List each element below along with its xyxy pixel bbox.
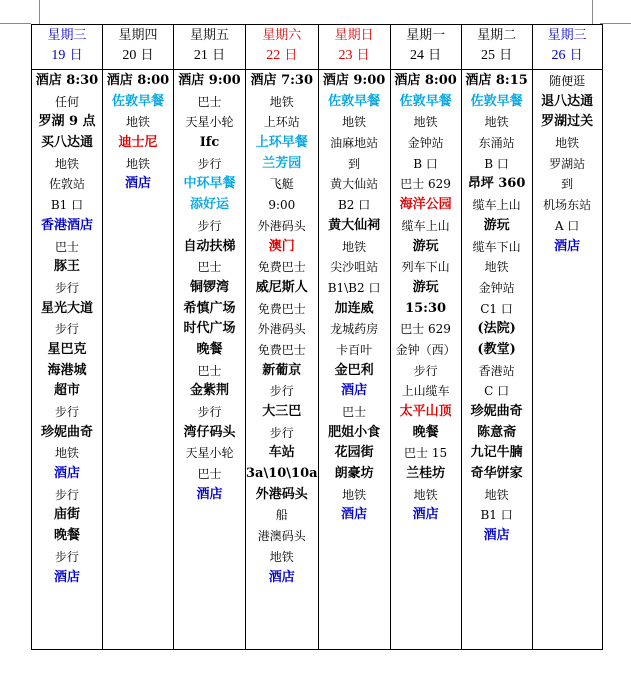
crop-mark-right-vertical bbox=[592, 0, 593, 24]
schedule-entry: 酒店 bbox=[196, 486, 223, 502]
schedule-entry: 酒店 bbox=[483, 528, 510, 544]
schedule-entry: 巴士 bbox=[197, 363, 222, 378]
date-number: 23 bbox=[338, 48, 353, 63]
schedule-entry: 免费巴士 bbox=[257, 342, 306, 357]
schedule-entry: 九记牛腩 bbox=[470, 445, 523, 461]
schedule-entry: 3a\10\10a bbox=[246, 466, 318, 482]
schedule-entry: 地铁 bbox=[484, 260, 509, 275]
schedule-entry: 晚餐 bbox=[196, 341, 223, 357]
schedule-entry: 步行 bbox=[197, 156, 222, 171]
date-label bbox=[103, 48, 173, 64]
schedule-entry: 中环早餐 bbox=[183, 176, 236, 192]
schedule-entry: 地铁 bbox=[54, 446, 79, 461]
weekday-label: 星期二 bbox=[477, 28, 517, 43]
schedule-entry: 酒店 8:15 bbox=[465, 73, 528, 88]
schedule-entry: 步行 bbox=[197, 218, 222, 233]
schedule-entry: 庙街 bbox=[53, 507, 80, 523]
schedule-entry: 地铁 bbox=[342, 487, 367, 502]
weekday-label: 星期六 bbox=[262, 28, 302, 43]
day-header-6 bbox=[390, 25, 461, 70]
schedule-entry: 时代广场 bbox=[183, 321, 236, 337]
schedule-entry: 步行 bbox=[269, 425, 294, 440]
schedule-entry: B1 口 bbox=[50, 198, 84, 213]
schedule-entry: 任何 bbox=[54, 94, 79, 109]
weekday-label: 星期四 bbox=[118, 28, 158, 43]
schedule-entry: 地铁 bbox=[342, 239, 367, 254]
schedule-entry: 酒店 bbox=[412, 507, 439, 523]
schedule-entry: Ifc bbox=[199, 135, 220, 151]
date-number: 20 bbox=[122, 48, 137, 63]
day-header-7 bbox=[461, 25, 532, 70]
schedule-entry: 金紫荆 bbox=[189, 383, 229, 399]
schedule-entry: 自动扶梯 bbox=[183, 238, 236, 254]
schedule-entry: 兰芳园 bbox=[262, 155, 302, 171]
schedule-entry: 威尼斯人 bbox=[255, 279, 308, 295]
schedule-entry: 晚餐 bbox=[412, 424, 439, 440]
date-label bbox=[533, 48, 602, 64]
schedule-entry: 卡百叶 bbox=[336, 342, 373, 357]
schedule-entry: 酒店 8:00 bbox=[394, 73, 457, 88]
schedule-entry: 外港码头 bbox=[257, 322, 306, 337]
schedule-entry: 游玩 bbox=[412, 279, 439, 295]
weekday-label: 星期三 bbox=[47, 28, 87, 43]
schedule-entry: 酒店 7:30 bbox=[250, 73, 314, 88]
schedule-entry: 大三巴 bbox=[262, 404, 302, 419]
date-label bbox=[319, 48, 390, 64]
schedule-entry: 港澳码头 bbox=[257, 529, 306, 544]
schedule-entry: 油麻地站 bbox=[330, 136, 379, 151]
schedule-entry: 免费巴士 bbox=[257, 260, 306, 275]
schedule-entry: 金钟站 bbox=[478, 280, 515, 295]
schedule-entry: 香港酒店 bbox=[40, 217, 93, 233]
weekday-label: 星期日 bbox=[334, 28, 374, 43]
date-number: 25 bbox=[481, 48, 495, 63]
day-header-2 bbox=[103, 25, 174, 70]
schedule-entry: 佐敦早餐 bbox=[470, 93, 523, 109]
schedule-entry: 缆车下山 bbox=[472, 239, 521, 254]
schedule-entry: 酒店 bbox=[53, 466, 80, 482]
schedule-entry: 陈意斋 bbox=[477, 424, 517, 440]
schedule-entry: 龙城药房 bbox=[330, 322, 379, 337]
schedule-entry: 香港站 bbox=[478, 363, 515, 378]
weekday-label: 星期五 bbox=[189, 28, 229, 43]
schedule-entry: 巴士 bbox=[342, 405, 367, 419]
date-unit: 日 bbox=[356, 48, 370, 63]
schedule-entry: 超市 bbox=[53, 383, 80, 399]
schedule-entry: 外港码头 bbox=[257, 218, 306, 233]
schedule-entry: 新葡京 bbox=[262, 362, 302, 378]
schedule-entry: 地铁 bbox=[484, 487, 509, 502]
schedule-entry: 湾仔码头 bbox=[183, 424, 236, 440]
schedule-entry: 海港城 bbox=[47, 362, 87, 378]
date-label bbox=[462, 48, 532, 64]
schedule-entry: A 口 bbox=[554, 218, 580, 233]
schedule-entry: 酒店 bbox=[341, 383, 368, 399]
schedule-entry: 澳门 bbox=[268, 238, 295, 254]
day-schedule-3 bbox=[174, 70, 246, 650]
crop-mark-left-vertical bbox=[39, 0, 40, 24]
schedule-entry: C 口 bbox=[484, 384, 510, 399]
schedule-entry: 步行 bbox=[54, 322, 79, 337]
schedule-entry: 到 bbox=[561, 177, 574, 192]
schedule-entry: 肥姐小食 bbox=[328, 424, 381, 440]
schedule-entry: B1\B2 口 bbox=[327, 280, 381, 295]
crop-mark-right-horizontal bbox=[600, 23, 631, 24]
schedule-entry: 酒店 8:30 bbox=[35, 73, 99, 88]
schedule-entry: 9:00 bbox=[268, 198, 296, 213]
day-schedule-5 bbox=[318, 70, 390, 650]
schedule-entry: 飞艇 bbox=[269, 177, 294, 192]
schedule-entry: 迪士尼 bbox=[118, 135, 158, 151]
date-label bbox=[174, 48, 245, 64]
schedule-entry: 添好运 bbox=[189, 197, 229, 213]
schedule-entry: 买八达通 bbox=[40, 135, 93, 151]
schedule-entry: 巴士 629 bbox=[400, 177, 451, 192]
schedule-entry: 星巴克 bbox=[47, 341, 87, 357]
schedule-entry: 佐敦早餐 bbox=[399, 93, 452, 109]
schedule-entry: 步行 bbox=[54, 280, 79, 295]
schedule-entry: 步行 bbox=[413, 363, 438, 378]
schedule-entry: 外港码头 bbox=[255, 486, 308, 502]
schedule-entry: 珍妮曲奇 bbox=[40, 424, 93, 440]
date-unit: 日 bbox=[140, 48, 154, 63]
date-label bbox=[32, 48, 102, 64]
schedule-entry: 加连威 bbox=[334, 300, 374, 316]
date-unit: 日 bbox=[569, 48, 583, 63]
schedule-entry: 步行 bbox=[54, 487, 79, 502]
date-header-row bbox=[32, 25, 603, 70]
date-unit: 日 bbox=[428, 48, 442, 63]
weekday-label: 星期一 bbox=[406, 28, 446, 43]
schedule-entry: 巴士 bbox=[197, 260, 222, 275]
schedule-entry: 佐敦站 bbox=[48, 177, 85, 192]
schedule-entry: 酒店 bbox=[53, 569, 80, 585]
schedule-entry: 缆车上山 bbox=[472, 198, 521, 213]
schedule-entry: 地铁 bbox=[342, 115, 367, 130]
date-unit: 日 bbox=[284, 48, 298, 63]
schedule-entry: 珍妮曲奇 bbox=[470, 404, 523, 419]
day-header-1 bbox=[32, 25, 103, 70]
schedule-entry: 游玩 bbox=[412, 238, 439, 254]
schedule-entry: C1 口 bbox=[480, 301, 513, 316]
schedule-entry: 天星小轮 bbox=[185, 115, 234, 130]
schedule-entry: 晚餐 bbox=[53, 528, 80, 544]
schedule-entry: 退八达通 bbox=[541, 93, 594, 109]
schedule-entry: 罗湖过关 bbox=[541, 114, 594, 130]
date-label bbox=[391, 48, 461, 64]
schedule-entry: 巴士 bbox=[197, 467, 222, 482]
schedule-entry: 列车下山 bbox=[401, 260, 450, 275]
schedule-entry: 花园街 bbox=[334, 445, 374, 461]
schedule-entry: 海洋公园 bbox=[399, 197, 452, 213]
day-header-3 bbox=[174, 25, 246, 70]
day-schedule-7 bbox=[461, 70, 532, 650]
schedule-entry: 罗湖站 bbox=[549, 156, 586, 171]
schedule-entry: B1 口 bbox=[480, 508, 513, 523]
schedule-entry: 巴士 bbox=[197, 94, 222, 109]
schedule-entry: 地铁 bbox=[555, 136, 580, 151]
schedule-entry: 地铁 bbox=[54, 156, 79, 171]
schedule-entry: 到 bbox=[348, 156, 361, 171]
schedule-entry: 豚王 bbox=[53, 259, 80, 275]
schedule-entry: 佐敦早餐 bbox=[328, 93, 381, 109]
schedule-entry: B 口 bbox=[484, 156, 509, 171]
date-unit: 日 bbox=[69, 48, 83, 63]
day-schedule-8 bbox=[532, 70, 602, 650]
schedule-entry: 船 bbox=[275, 508, 288, 523]
schedule-entry: 地铁 bbox=[125, 156, 150, 171]
schedule-entry: 酒店 9:00 bbox=[322, 73, 386, 88]
schedule-entry: B2 口 bbox=[337, 198, 371, 213]
schedule-entry: 金钟（西） bbox=[395, 342, 456, 357]
schedule-entry: 星光大道 bbox=[40, 300, 93, 316]
date-label bbox=[246, 48, 318, 64]
schedule-entry: 15:30 bbox=[405, 300, 447, 316]
schedule-entry: 步行 bbox=[269, 384, 294, 399]
schedule-entry: 车站 bbox=[268, 445, 295, 461]
day-schedule-4 bbox=[246, 70, 319, 650]
schedule-entry: 上环早餐 bbox=[255, 135, 308, 151]
schedule-entry: 酒店 bbox=[554, 238, 581, 254]
day-header-8 bbox=[532, 25, 602, 70]
schedule-entry: 太平山顶 bbox=[399, 404, 452, 419]
schedule-entry: 缆车上山 bbox=[401, 218, 450, 233]
schedule-entry: 金钟站 bbox=[407, 136, 444, 151]
schedule-entry: 罗湖 9 点 bbox=[38, 114, 96, 130]
schedule-entry: 地铁 bbox=[413, 487, 438, 502]
schedule-entry: 地铁 bbox=[269, 94, 294, 109]
schedule-entry: 上环站 bbox=[263, 115, 300, 130]
schedule-entry: 随便逛 bbox=[549, 74, 586, 88]
schedule-entry: 黄大仙祠 bbox=[328, 217, 381, 233]
schedule-entry: 地铁 bbox=[125, 115, 150, 130]
date-number: 22 bbox=[266, 48, 281, 63]
schedule-entry: 机场东站 bbox=[543, 198, 592, 213]
schedule-entry: 佐敦早餐 bbox=[111, 93, 164, 109]
schedule-entry: 黄大仙站 bbox=[330, 177, 379, 192]
day-schedule-2 bbox=[103, 70, 174, 650]
schedule-entry: (法院) bbox=[477, 321, 516, 337]
schedule-entry: B 口 bbox=[413, 156, 438, 171]
schedule-entry: 上山缆车 bbox=[401, 384, 450, 399]
day-header-5 bbox=[318, 25, 390, 70]
day-schedule-1 bbox=[32, 70, 103, 650]
itinerary-table bbox=[31, 24, 603, 650]
schedule-entry: 巴士 629 bbox=[400, 322, 451, 337]
schedule-entry: 朗豪坊 bbox=[334, 466, 374, 482]
schedule-entry: 酒店 9:00 bbox=[178, 73, 241, 88]
schedule-entry: 巴士 bbox=[54, 239, 79, 254]
schedule-entry: 酒店 bbox=[268, 569, 295, 585]
schedule-entry: 天星小轮 bbox=[185, 446, 234, 461]
schedule-entry: (教堂) bbox=[477, 341, 516, 357]
schedule-entry: 游玩 bbox=[483, 217, 510, 233]
schedule-entry: 铜锣湾 bbox=[189, 279, 229, 295]
schedule-entry: 地铁 bbox=[269, 549, 294, 564]
schedule-entry: 酒店 bbox=[124, 176, 151, 192]
day-header-4 bbox=[246, 25, 319, 70]
date-unit: 日 bbox=[212, 48, 226, 63]
schedule-entry: 希慎广场 bbox=[183, 300, 236, 316]
schedule-entry: 酒店 8:00 bbox=[106, 73, 170, 88]
date-unit: 日 bbox=[499, 48, 513, 63]
date-number: 24 bbox=[410, 48, 424, 63]
schedule-entry: 兰桂坊 bbox=[406, 466, 446, 482]
date-number: 21 bbox=[193, 48, 208, 63]
date-number: 26 bbox=[551, 48, 566, 63]
schedule-entry: 免费巴士 bbox=[257, 301, 306, 316]
schedule-entry: 奇华饼家 bbox=[470, 466, 523, 482]
schedule-entry: 东涌站 bbox=[478, 136, 515, 151]
schedule-entry: 步行 bbox=[197, 405, 222, 419]
date-number: 19 bbox=[51, 48, 66, 63]
day-schedule-6 bbox=[390, 70, 461, 650]
schedule-entry: 地铁 bbox=[413, 115, 438, 130]
schedule-entry: 酒店 bbox=[341, 507, 368, 523]
schedule-entry: 昂坪 360 bbox=[467, 176, 526, 192]
crop-mark-left-horizontal bbox=[0, 23, 31, 24]
weekday-label: 星期三 bbox=[547, 28, 587, 43]
schedule-entry: 步行 bbox=[54, 405, 79, 419]
schedule-entry: 巴士 15 bbox=[404, 446, 448, 461]
schedule-entry: 步行 bbox=[54, 549, 79, 564]
schedule-entry: 金巴利 bbox=[334, 362, 374, 378]
schedule-row bbox=[32, 70, 603, 650]
schedule-entry: 地铁 bbox=[484, 115, 509, 130]
schedule-entry: 尖沙咀站 bbox=[330, 260, 379, 275]
